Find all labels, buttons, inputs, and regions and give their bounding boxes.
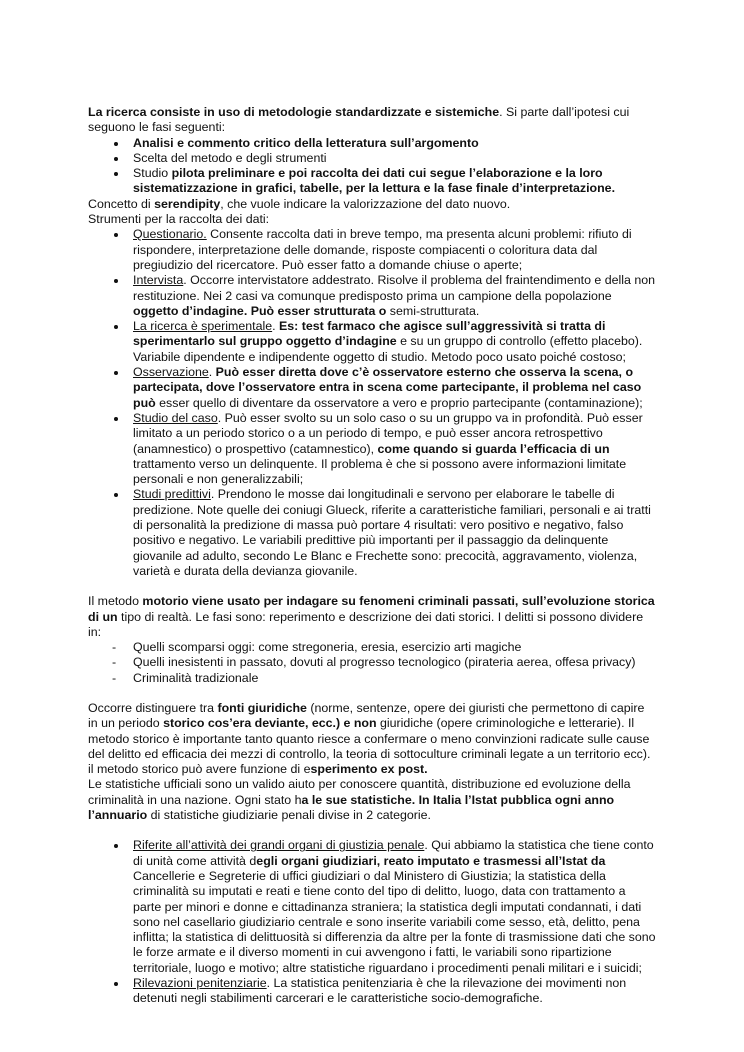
tool-term: Questionario. bbox=[133, 227, 207, 242]
list-item: - Quelli inesistenti in passato, dovuti al progresso tecnologico (pirateria aerea, offesa privacy) bbox=[88, 655, 656, 670]
tool-term: La ricerca è sperimentale bbox=[133, 319, 273, 334]
list-item: Intervista. Occorre intervistatore addestrato. Risolve il problema del fraintendimento e della non restituzione. Nei 2 casi va comunque predisposto prima un campione della popolazione oggetto d’indagine. Può esser strutturata o semi-strutturata. bbox=[88, 273, 656, 319]
list-item: Osservazione. Può esser diretta dove c’è osservatore esterno che osserva la scena, o partecipata, dove l’osservatore entra in scena come partecipante, il problema nel caso può esser quello di diventare da osservatore a vero e proprio partecipante (contaminazione); bbox=[88, 365, 656, 411]
crimes-list bbox=[88, 640, 656, 686]
spacer bbox=[88, 579, 656, 594]
intro-paragraph bbox=[88, 105, 656, 136]
list-item: Riferite all’attività dei grandi organi di giustizia penale. Qui abbiamo la statistica che tiene conto di unità come attività degli organi giudiziari, reato imputato e trasmessi all’Istat da Cancellerie e Segreterie di uffici giudiziari o dal Ministero di Giustizia; la statistica della criminalità su imputati e reati e tiene conto del tipo di delitto, luogo, data con trattamento a parte per minori e donne e cittadinanza straniera; la statistica degli imputati condannati, i dati sono nel casellario giudiziario centrale e sono inserite variabili come sesso, età, delitto, pena inflitta; la statistica di delittuosità si differenzia da altre per la fonte di trasmissione dati che sono le forze armate e il diverso momenti in cui avvengono i fatti, le variabili sono ripartizione territoriale, luogo e motivo; altre statistiche riguardano i procedimenti penali militari e i suicidi; bbox=[88, 838, 656, 976]
list-item: - Criminalità tradizionale bbox=[88, 671, 656, 686]
categories-list bbox=[88, 838, 656, 1006]
category-term: Rilevazioni penitenziarie bbox=[133, 976, 267, 991]
list-item: Studi predittivi. Prendono le mosse dai longitudinali e servono per elaborare le tabelle di predizione. Note quelle dei coniugi Glueck, riferite a caratteristiche familiari, personali e ai tratti di personalità la predizione di massa può portare 4 risultati: vero positivo e negativo, falso positivo e negativo. Le variabili predittive più importanti per il passaggio da delinquente giovanile ad adulto, secondo Le Blanc e Frechette sono: precocità, aggravamento, violenza, varietà e durata della devianza giovanile. bbox=[88, 487, 656, 579]
list-item: Questionario. Consente raccolta dati in breve tempo, ma presenta alcuni problemi: rifiuto di rispondere, interpretazione delle domande, risposte compiacenti o coloritura data dal pregiudizio del ricercatore. Può esser fatto a domande chiuse o aperte; bbox=[88, 227, 656, 273]
tool-term: Studi predittivi bbox=[133, 487, 211, 502]
spacer bbox=[88, 823, 656, 838]
intro-bold: La ricerca consiste in uso di metodologie standardizzate e sistemiche bbox=[88, 105, 500, 119]
tools-intro: Strumenti per la raccolta dei dati: bbox=[88, 212, 270, 227]
list-item: Analisi e commento critico della letteratura sull’argomento bbox=[88, 136, 656, 151]
list-item: La ricerca è sperimentale. Es: test farmaco che agisce sull’aggressività si tratta di sperimentarlo sul gruppo oggetto d’indagine e su un gruppo di controllo (effetto placebo). Variabile dipendente e indipendente oggetto di studio. Metodo poco usato poiché costoso; bbox=[88, 319, 656, 365]
category-term: Riferite all’attività dei grandi organi di giustizia penale bbox=[133, 838, 425, 853]
tool-term: Osservazione bbox=[133, 365, 209, 380]
list-item: Rilevazioni penitenziarie. La statistica penitenziaria è che la rilevazione dei movimenti non detenuti negli stabilimenti carcerari e le caratteristiche socio-demografiche. bbox=[88, 976, 656, 1007]
fonti-paragraph: Occorre distinguere tra fonti giuridiche (norme, sentenze, opere dei giuristi che permettono di capire in un periodo storico cos’era deviante, ecc.) e non giuridiche (opere criminologiche e letterarie). Il metodo storico è importante tanto quanto riesce a confermare o meno convinzioni radicate sulle cause del delitto ed efficacia dei mezzi di controllo, la teoria di sottoculture criminali legate a un territorio ecc). il metodo storico può avere funzione di esperimento ex post. bbox=[88, 700, 651, 777]
serendipity-paragraph: Concetto di serendipity, che vuole indicare la valorizzazione del dato nuovo. bbox=[88, 196, 511, 211]
document-page bbox=[88, 105, 656, 1007]
tools-list bbox=[88, 227, 656, 579]
list-item: Scelta del metodo e degli strumenti bbox=[88, 151, 656, 166]
statistiche-paragraph: Le statistiche ufficiali sono un valido aiuto per conoscere quantità, distribuzione ed evoluzione della criminalità in una nazione. Ogni stato ha le sue statistiche. In Italia l’Istat pubblica ogni anno l’annuario di statistiche giudiziarie penali divise in 2 categorie. bbox=[88, 777, 631, 823]
list-item: - Quelli scomparsi oggi: come stregoneria, eresia, esercizio arti magiche bbox=[88, 640, 656, 655]
phases-list bbox=[88, 136, 656, 197]
intro-text: . Si parte dall’ipotesi cui seguono le fasi seguenti: bbox=[88, 105, 630, 135]
tool-term: Intervista bbox=[133, 273, 184, 288]
list-item: Studio pilota preliminare e poi raccolta dei dati cui segue l’elaborazione e la loro sistematizzazione in grafici, tabelle, per la lettura e la fase finale d’interpretazione. bbox=[88, 166, 656, 197]
tool-term: Studio del caso bbox=[133, 410, 218, 425]
spacer bbox=[88, 686, 656, 701]
list-item: Studio del caso. Può esser svolto su un solo caso o su un gruppo va in profondità. Può esser limitato a un periodo storico o a un periodo di tempo, e può esser ancora retrospettivo (anamnestico) o prospettivo (catamnestico), come quando si guarda l’efficacia di un trattamento verso un delinquente. Il problema è che si possono avere informazioni limitate personali e non generalizzabili; bbox=[88, 411, 656, 487]
motorio-paragraph: Il metodo motorio viene usato per indagare su fenomeni criminali passati, sull’evoluzione storica di un tipo di realtà. Le fasi sono: reperimento e descrizione dei dati storici. I delitti si possono dividere in: bbox=[88, 594, 655, 639]
